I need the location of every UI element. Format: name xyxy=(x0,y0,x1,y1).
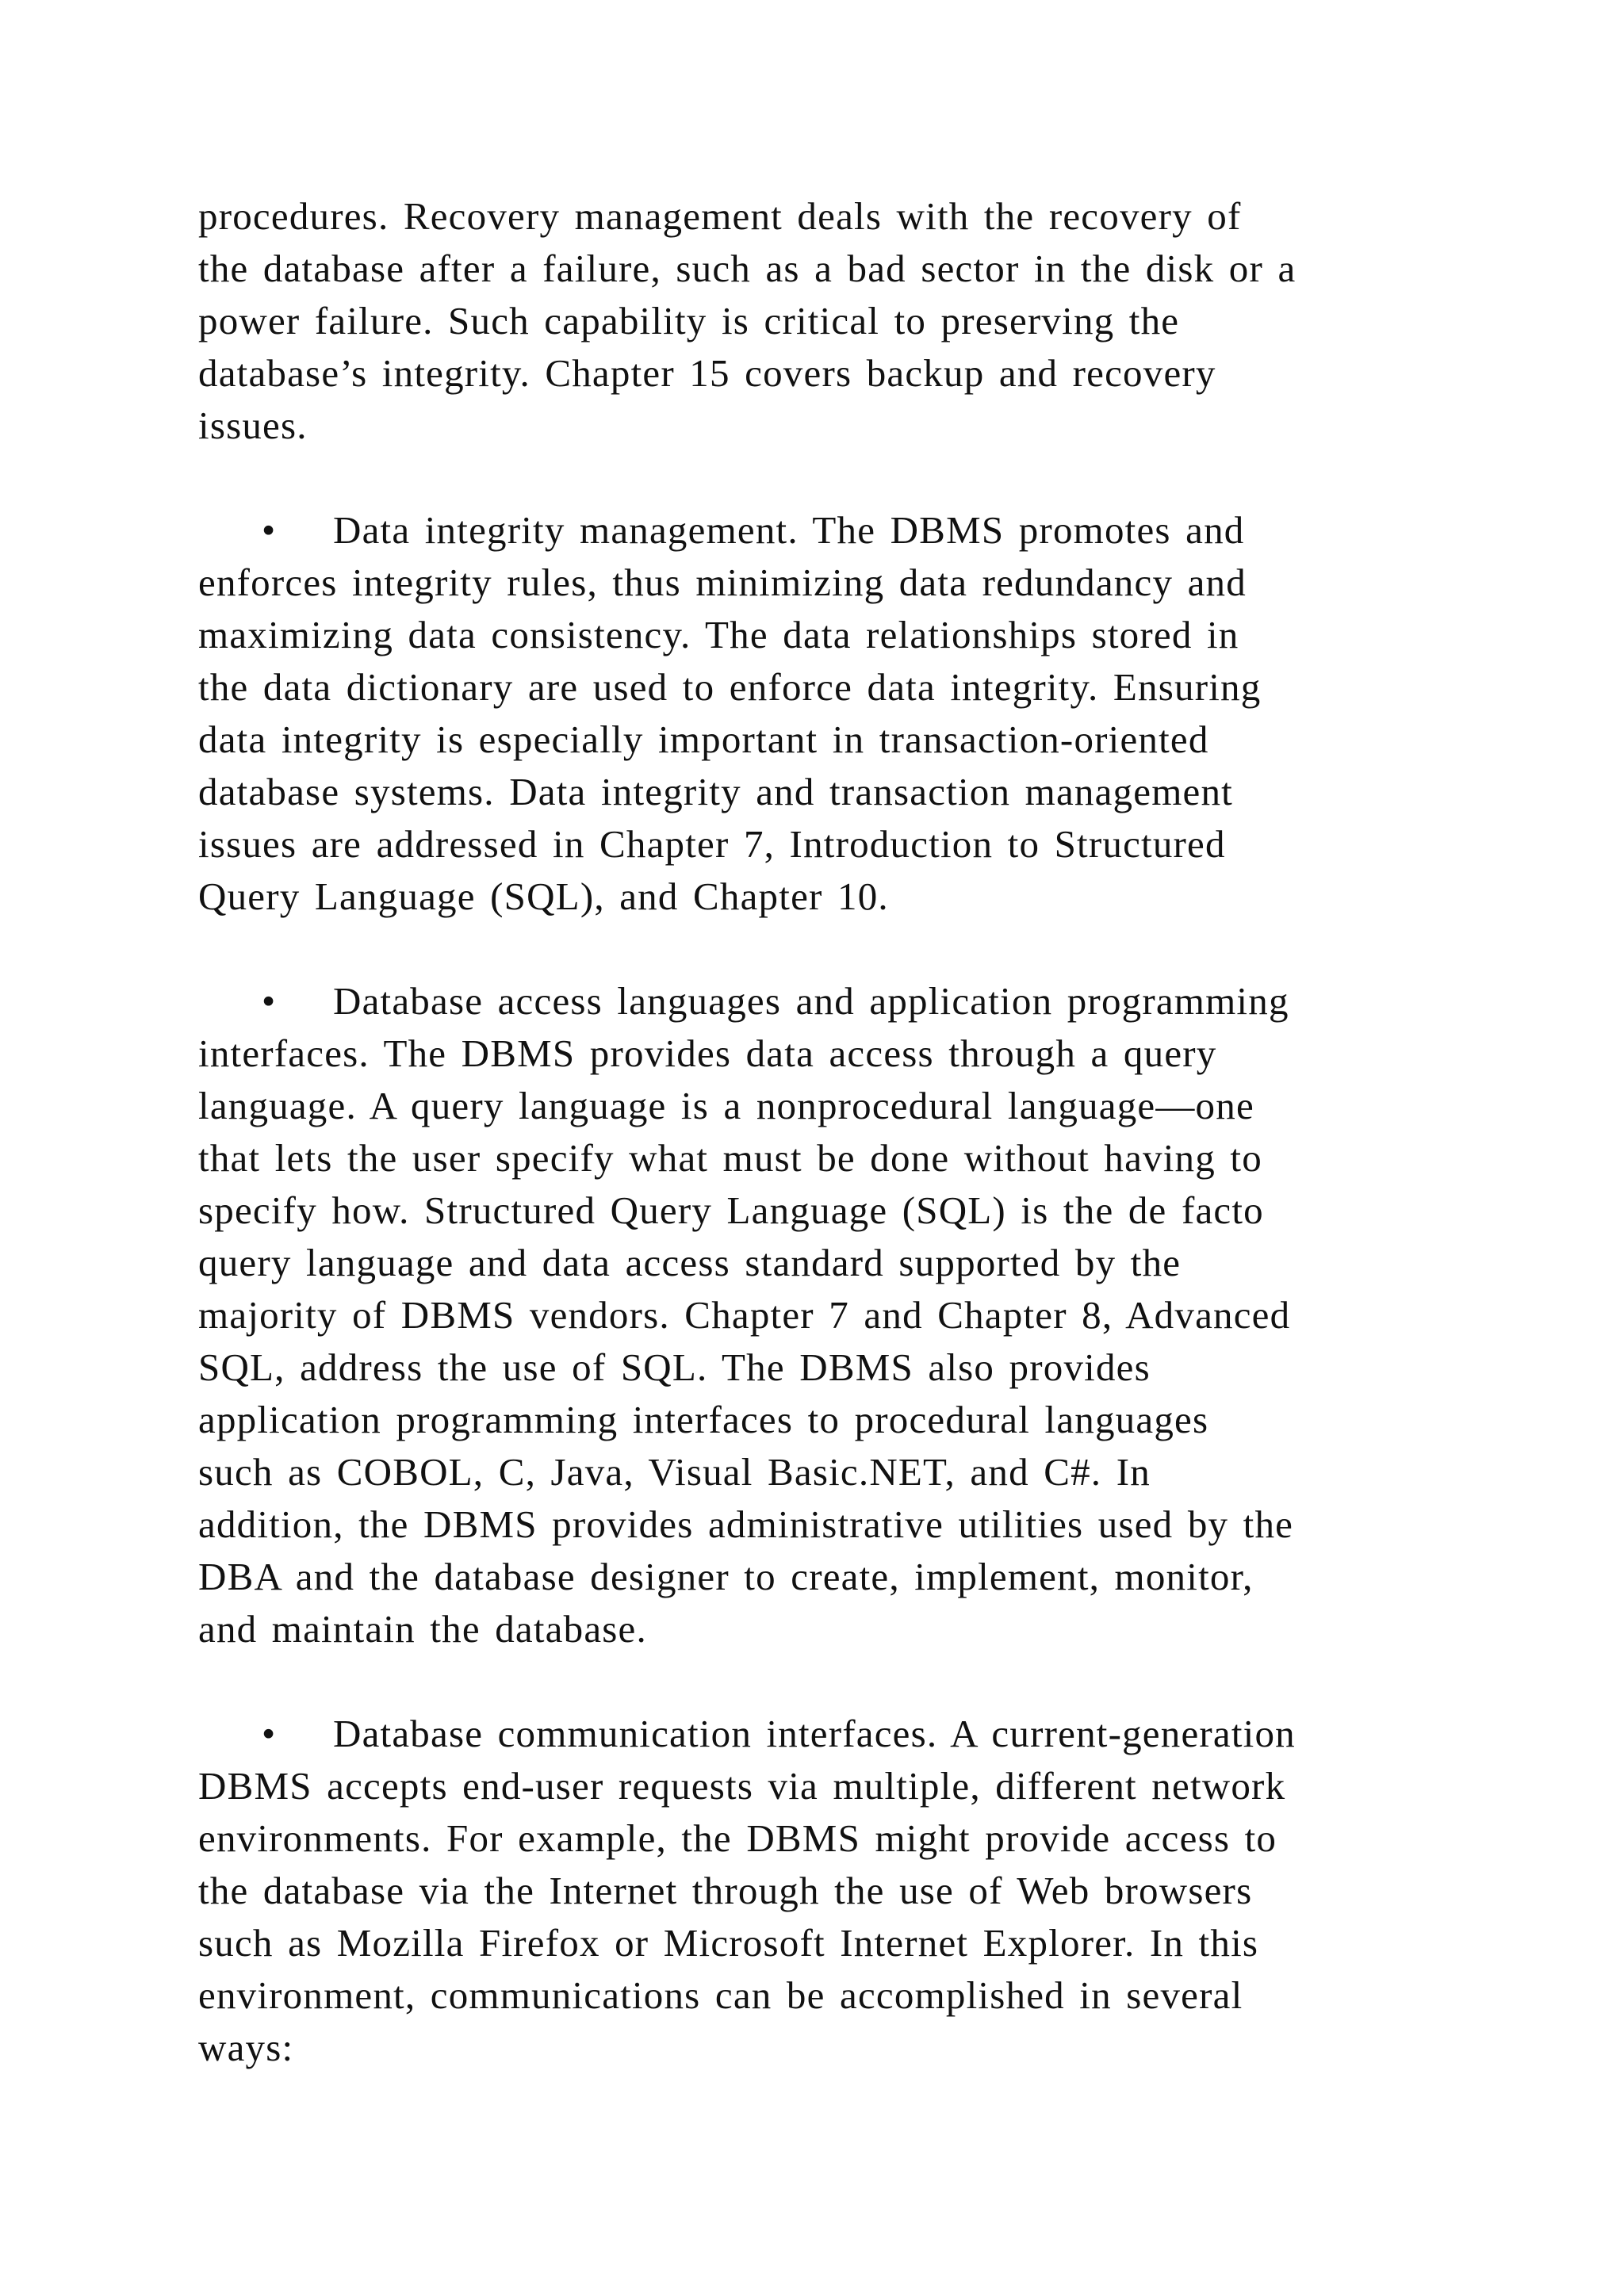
text-line: and maintain the database. xyxy=(198,1607,647,1651)
bullet-icon: • xyxy=(262,1712,277,1755)
text-line: addition, the DBMS provides administrative utilities used by the xyxy=(198,1502,1294,1546)
text-line: database’s integrity. Chapter 15 covers backup and recovery xyxy=(198,351,1216,395)
text-line: database systems. Data integrity and transaction management xyxy=(198,770,1233,813)
text-line: the database after a failure, such as a bad sector in the disk or a xyxy=(198,247,1297,290)
text-line: environments. For example, the DBMS might provide access to xyxy=(198,1816,1277,1860)
text-line: application programming interfaces to procedural languages xyxy=(198,1398,1209,1441)
text-line: DBA and the database designer to create, implement, monitor, xyxy=(198,1555,1254,1598)
text-line: that lets the user specify what must be done without having to xyxy=(198,1136,1262,1180)
paragraph-gap xyxy=(198,452,1467,504)
text-line: power failure. Such capability is critical to preserving the xyxy=(198,299,1180,342)
text-line: majority of DBMS vendors. Chapter 7 and Chapter 8, Advanced xyxy=(198,1293,1291,1337)
text-line: the database via the Internet through the use of Web browsers xyxy=(198,1869,1253,1912)
text-line: SQL, address the use of SQL. The DBMS also provides xyxy=(198,1345,1151,1389)
text-line: data integrity is especially important in transaction-oriented xyxy=(198,718,1209,761)
bullet-data-integrity xyxy=(198,504,1467,923)
bullet-heading-text: Database access languages and application programming xyxy=(333,979,1289,1023)
bullet-communication-interfaces xyxy=(198,1708,1467,2074)
document-page xyxy=(198,190,1467,2074)
bullet-first-line xyxy=(198,975,1467,1027)
text-line: issues are addressed in Chapter 7, Introduction to Structured xyxy=(198,822,1226,866)
text-line: the data dictionary are used to enforce data integrity. Ensuring xyxy=(198,665,1262,709)
bullet-icon: • xyxy=(262,508,277,552)
text-line: such as Mozilla Firefox or Microsoft Internet Explorer. In this xyxy=(198,1921,1259,1965)
text-line: enforces integrity rules, thus minimizing data redundancy and xyxy=(198,561,1247,604)
text-line: specify how. Structured Query Language (SQL) is the de facto xyxy=(198,1188,1264,1232)
text-line: environment, communications can be accomplished in several xyxy=(198,1973,1243,2017)
bullet-access-languages xyxy=(198,975,1467,1655)
bullet-icon: • xyxy=(262,979,277,1023)
bullet-heading-text: Database communication interfaces. A current-generation xyxy=(333,1712,1296,1755)
text-line: such as COBOL, C, Java, Visual Basic.NET, and C#. In xyxy=(198,1450,1151,1494)
text-line: language. A query language is a nonprocedural language—one xyxy=(198,1084,1254,1127)
text-line: issues. xyxy=(198,404,308,447)
text-line: ways: xyxy=(198,2026,294,2069)
text-line: Query Language (SQL), and Chapter 10. xyxy=(198,874,889,918)
paragraph-recovery xyxy=(198,190,1467,452)
text-line: query language and data access standard supported by the xyxy=(198,1241,1182,1284)
text-line: procedures. Recovery management deals with the recovery of xyxy=(198,194,1242,238)
paragraph-gap xyxy=(198,1655,1467,1708)
text-line: DBMS accepts end-user requests via multiple, different network xyxy=(198,1764,1286,1808)
bullet-first-line xyxy=(198,504,1467,557)
bullet-heading-text: Data integrity management. The DBMS promotes and xyxy=(333,508,1245,552)
text-line: maximizing data consistency. The data relationships stored in xyxy=(198,613,1239,656)
bullet-first-line xyxy=(198,1708,1467,1760)
paragraph-gap xyxy=(198,923,1467,975)
text-line: interfaces. The DBMS provides data access through a query xyxy=(198,1031,1217,1075)
